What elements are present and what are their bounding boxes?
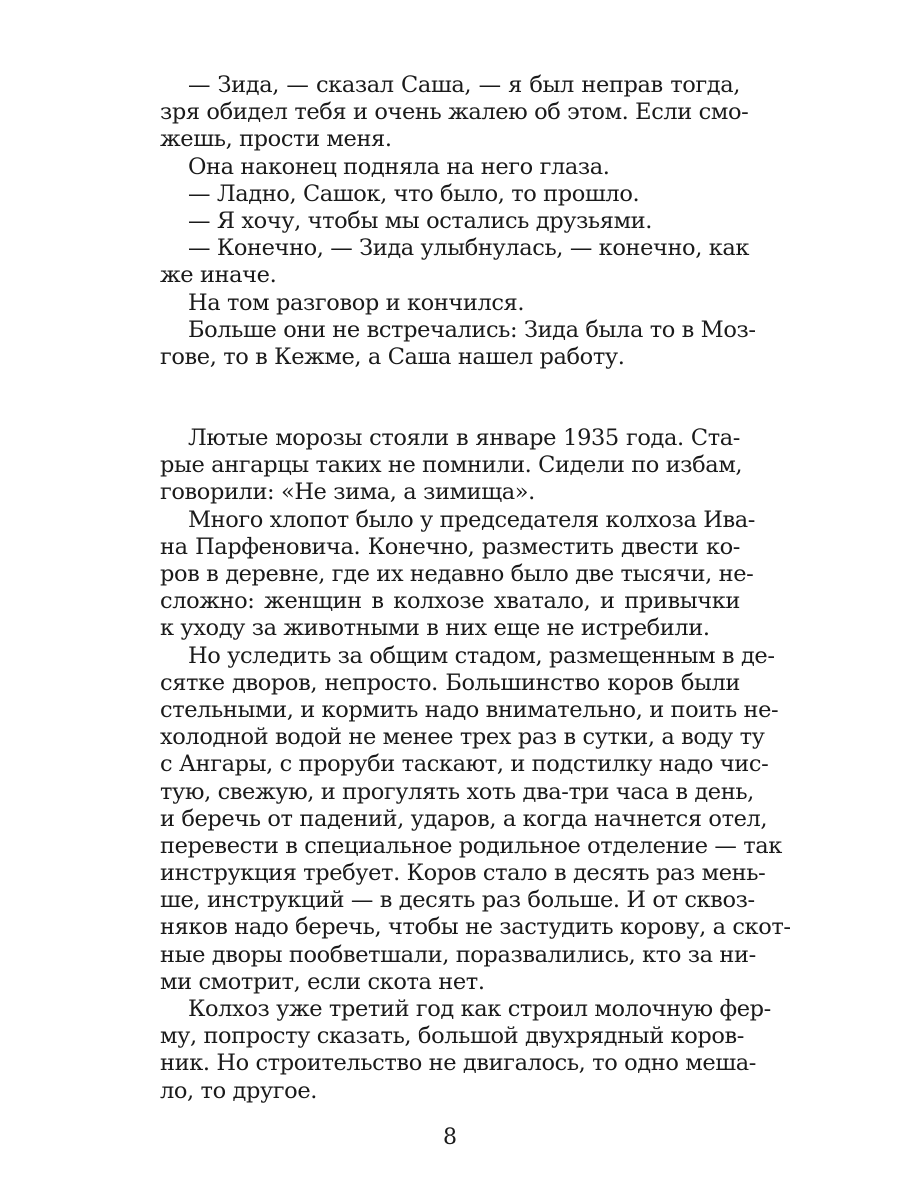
text-line: сятке дворов, непросто. Большинство коров были (160, 669, 740, 696)
text-line: — Конечно, — Зида улыбнулась, — конечно, как (188, 235, 750, 262)
text-line: стельными, и кормить надо внимательно, и поить не- (160, 696, 779, 723)
text-line: холодной водой не менее трех раз в сутки, а воду ту (160, 724, 765, 751)
text-line: ров в деревне, где их недавно было две тысячи, не- (160, 561, 754, 587)
text-line: к уходу за животными в них еще не истребили. (160, 615, 710, 642)
text-line: Но уследить за общим стадом, размещенным в де- (188, 642, 775, 669)
text-line: Лютые морозы стояли в январе 1935 года. Ста- (188, 425, 740, 452)
section-narrative (160, 425, 791, 1105)
text-line: говорили: «Не зима, а зимища». (160, 479, 535, 506)
page-number: 8 (443, 1125, 457, 1150)
section-break (160, 371, 740, 425)
text-line: — Ладно, Сашок, что было, то прошло. (188, 180, 640, 207)
text-line: ло, то другое. (160, 1077, 317, 1104)
page-body (160, 72, 791, 1105)
text-line: ше, инструкций — в десять раз больше. И от сквоз- (160, 887, 755, 914)
text-line: Колхоз уже третий год как строил молочную фер- (188, 996, 771, 1022)
text-line: Она наконец подняла на него глаза. (188, 153, 610, 180)
text-line: зря обидел тебя и очень жалею об этом. Если смо- (160, 99, 749, 126)
text-line: тую, свежую, и прогулять хоть два-три часа в день, (160, 778, 754, 805)
text-line: ми смотрит, если скота нет. (160, 968, 485, 995)
text-line: гове, то в Кежме, а Саша нашел работу. (160, 343, 625, 370)
section-dialogue (160, 72, 756, 371)
text-line: сложно: женщин в колхозе хватало, и привычки (160, 588, 740, 615)
text-line: на Парфеновича. Конечно, разместить двести ко- (160, 533, 740, 560)
text-line: няков надо беречь, чтобы не застудить корову, а скот- (160, 914, 791, 941)
text-line: Больше они не встречались: Зида была то в Моз- (188, 316, 756, 343)
text-line: инструкция требует. Коров стало в десять раз мень- (160, 860, 766, 887)
text-line: — Я хочу, чтобы мы остались друзьями. (188, 207, 653, 234)
text-line: и беречь от падений, ударов, а когда начнется отел, (160, 805, 768, 832)
text-line: же иначе. (160, 262, 277, 289)
text-line: жешь, прости меня. (160, 126, 392, 153)
text-line: ник. Но строительство не двигалось, то одно меша- (160, 1050, 756, 1077)
text-line: перевести в специальное родильное отделение — так (160, 832, 782, 859)
text-line: Много хлопот было у председателя колхоза Ива- (188, 506, 756, 533)
text-line: рые ангарцы таких не помнили. Сидели по избам, (160, 452, 743, 479)
text-line: — Зида, — сказал Саша, — я был неправ тогда, (188, 72, 740, 98)
text-line: му, попросту сказать, большой двухрядный коров- (160, 1023, 744, 1050)
text-line: На том разговор и кончился. (188, 289, 525, 316)
text-line: ные дворы пообветшали, поразвалились, кто за ни- (160, 941, 756, 968)
text-line: с Ангары, с проруби таскают, и подстилку надо чис- (160, 751, 769, 778)
